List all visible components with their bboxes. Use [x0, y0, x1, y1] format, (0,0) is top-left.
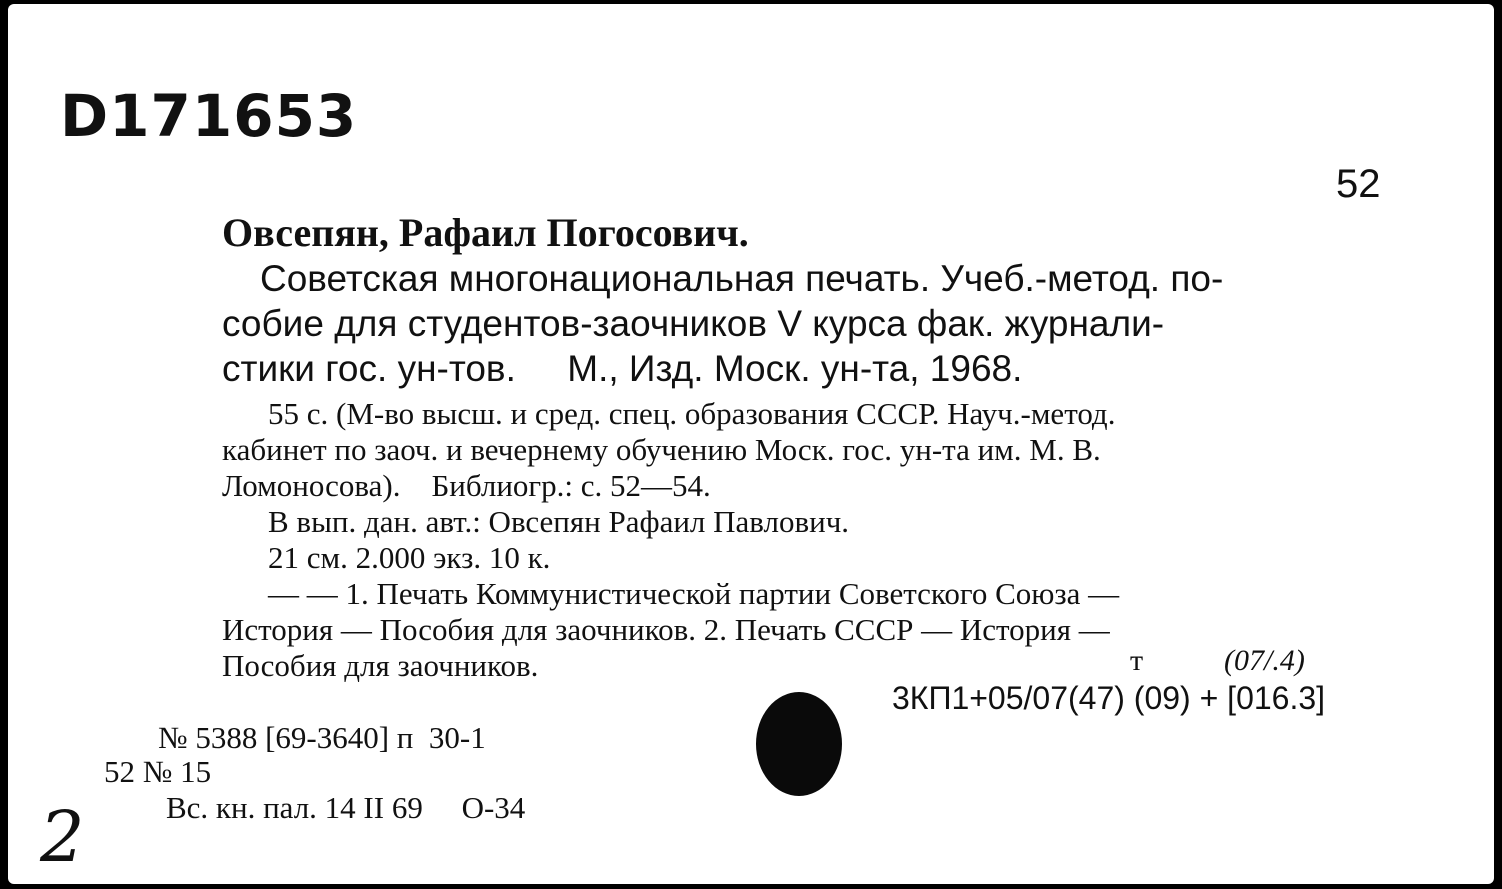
page-number: 52: [1336, 162, 1381, 206]
description-line: Ломоносова). Библиогр.: с. 52—54.: [222, 468, 711, 503]
order-number: № 5388 [69-3640] п 30-1: [158, 720, 486, 755]
description-line: История — Пособия для заочников. 2. Печать СССР — История —: [222, 612, 1110, 647]
classification-handwritten-note: (07/.4): [1224, 644, 1305, 677]
description-line: Пособия для заочников.: [222, 648, 539, 683]
description-line: 55 с. (М-во высш. и сред. спец. образования СССР. Науч.-метод.: [268, 396, 1116, 431]
title-line: собие для студентов-заочников V курса фак. журнали-: [222, 303, 1165, 344]
title-line: Советская многонациональная печать. Учеб.-метод. по-: [260, 258, 1224, 299]
description-line: 21 см. 2.000 экз. 10 к.: [268, 540, 551, 575]
accession-number-stamp: D171653: [60, 82, 358, 150]
classification-code: 3КП1+05/07(47) (09) + [016.3]: [892, 680, 1326, 716]
author-heading: Овсепян, Рафаил Погосович.: [222, 210, 749, 255]
catalog-card: [8, 4, 1494, 884]
classification-handwritten-mark: т: [1130, 644, 1144, 677]
description-line: В вып. дан. авт.: Овсепян Рафаил Павлович.: [268, 504, 850, 539]
handwritten-number: 2: [40, 796, 85, 878]
punch-hole: [756, 692, 842, 796]
issue-number: 52 № 15: [104, 754, 212, 789]
title-line: стики гос. ун-тов. М., Изд. Моск. ун-та, 1968.: [222, 348, 1023, 389]
description-line: кабинет по заоч. и вечернему обучению Моск. гос. ун-та им. М. В.: [222, 432, 1101, 467]
description-line: — — 1. Печать Коммунистической партии Советского Союза —: [268, 576, 1120, 611]
book-chamber-line: Вс. кн. пал. 14 II 69 О-34: [166, 790, 526, 825]
